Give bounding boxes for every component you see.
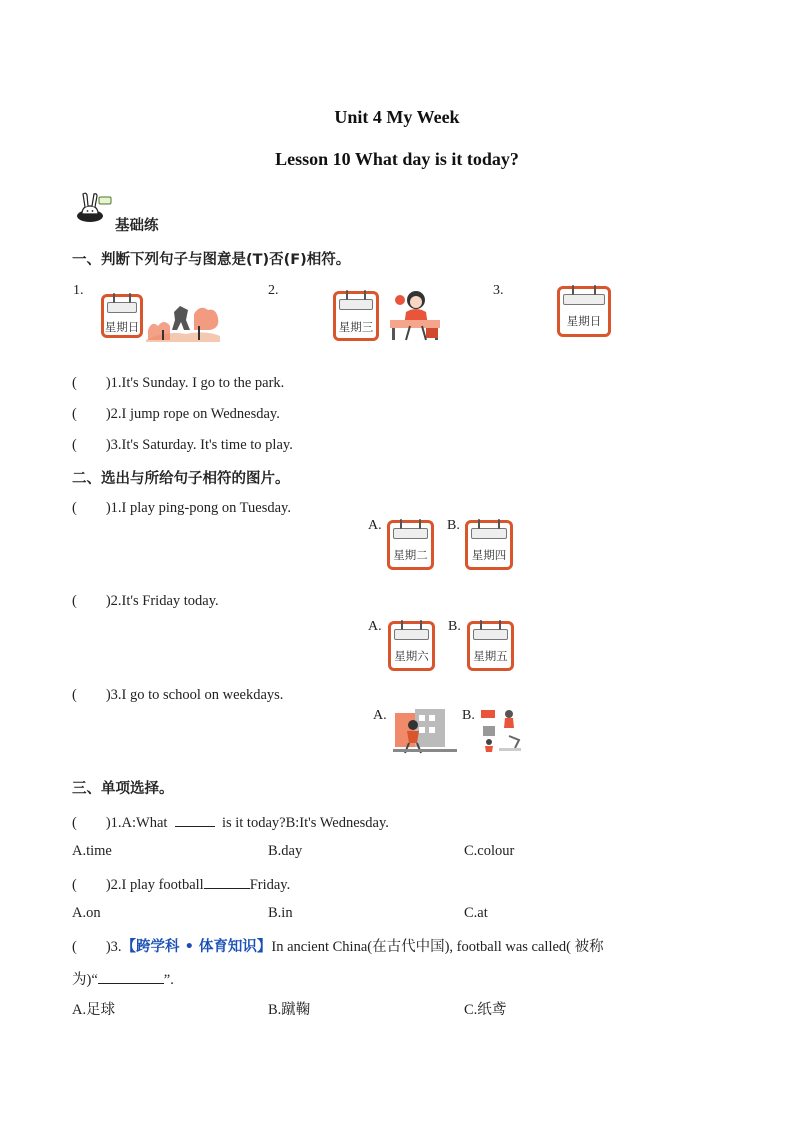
subject-tag: 【跨学科 • 体育知识】 — [121, 939, 272, 955]
option-a-label: A. — [368, 518, 382, 533]
unit-title: Unit 4 My Week — [334, 107, 460, 127]
mc-question-3-line2 — [72, 968, 174, 989]
question-text: In ancient China(在古代中国), football was called( 被称 — [271, 939, 604, 955]
option-a-calendar[interactable] — [387, 520, 434, 570]
judge-item-3 — [72, 437, 293, 454]
option-c[interactable]: C.纸鸢 — [464, 1002, 507, 1018]
answer-paren[interactable]: ( ) — [72, 375, 111, 391]
judge-item-1 — [72, 375, 284, 392]
fill-blank[interactable] — [204, 874, 250, 889]
calendar-label: 星期二 — [393, 548, 428, 562]
option-a[interactable]: A.time — [72, 843, 112, 859]
question-number: 3. — [110, 939, 122, 955]
option-c[interactable]: C.colour — [464, 843, 515, 859]
calendar-label: 星期五 — [473, 649, 508, 663]
picture-number: 2. — [268, 283, 279, 298]
lesson-title: Lesson 10 What day is it today? — [275, 149, 519, 169]
question-text: Friday. — [249, 877, 291, 893]
choose-item-3 — [72, 687, 283, 704]
question-text: ”. — [163, 972, 174, 988]
option-a[interactable]: A.足球 — [72, 1002, 116, 1018]
option-b-label: B. — [448, 619, 461, 634]
calendar-label: 星期六 — [394, 649, 429, 663]
calendar-label: 星期日 — [566, 314, 602, 328]
mc-question-3 — [72, 935, 604, 956]
answer-paren[interactable]: ( ) — [72, 406, 111, 422]
answer-paren[interactable]: ( ) — [72, 500, 111, 516]
rabbit-mascot-icon — [72, 192, 112, 226]
section3-heading: 三、单项选择。 — [72, 781, 174, 797]
question-text: 2.I play football — [110, 877, 204, 893]
calendar-label: 星期三 — [338, 320, 374, 334]
judge-item-2 — [72, 406, 280, 423]
option-b[interactable]: B.in — [268, 905, 293, 921]
answer-paren[interactable]: ( ) — [72, 815, 111, 831]
question-text: is it today?B:It's Wednesday. — [221, 815, 389, 831]
answer-paren[interactable]: ( ) — [72, 939, 111, 955]
option-b-playground-picture[interactable] — [479, 706, 525, 754]
choose-item-1 — [72, 500, 291, 517]
option-a-school-picture[interactable] — [393, 705, 457, 755]
option-c[interactable]: C.at — [464, 905, 488, 921]
choose-sentence: 2.It's Friday today. — [110, 593, 219, 609]
fill-blank[interactable] — [175, 812, 215, 827]
option-a-label: A. — [368, 619, 382, 634]
judge-sentence: 1.It's Sunday. I go to the park. — [110, 375, 285, 391]
option-b[interactable]: B.day — [268, 843, 303, 859]
answer-paren[interactable]: ( ) — [72, 437, 111, 453]
option-b[interactable]: B.蹴鞠 — [268, 1002, 311, 1018]
picture-number: 1. — [73, 283, 84, 298]
jump-rope-scene-picture — [380, 288, 446, 342]
option-a-label: A. — [373, 708, 387, 723]
park-scene-picture — [146, 300, 220, 342]
option-a-calendar[interactable] — [388, 621, 435, 671]
calendar-picture — [101, 294, 143, 338]
answer-paren[interactable]: ( ) — [72, 687, 111, 703]
calendar-picture — [557, 286, 611, 337]
choose-sentence: 1.I play ping-pong on Tuesday. — [110, 500, 291, 516]
badge-label: 基础练 — [115, 218, 159, 234]
calendar-label: 星期日 — [104, 320, 140, 334]
calendar-picture — [333, 291, 379, 341]
fill-blank[interactable] — [98, 969, 164, 984]
mc-question-1 — [72, 812, 389, 832]
judge-sentence: 2.I jump rope on Wednesday. — [110, 406, 280, 422]
option-b-calendar[interactable] — [465, 520, 513, 570]
option-a[interactable]: A.on — [72, 905, 101, 921]
option-b-label: B. — [447, 518, 460, 533]
option-b-calendar[interactable] — [467, 621, 514, 671]
answer-paren[interactable]: ( ) — [72, 877, 111, 893]
question-text: 为)“ — [72, 972, 98, 988]
section2-heading: 二、选出与所给句子相符的图片。 — [72, 471, 290, 487]
choose-sentence: 3.I go to school on weekdays. — [110, 687, 284, 703]
picture-number: 3. — [493, 283, 504, 298]
choose-item-2 — [72, 593, 219, 610]
judge-sentence: 3.It's Saturday. It's time to play. — [110, 437, 293, 453]
answer-paren[interactable]: ( ) — [72, 593, 111, 609]
question-text: 1.A:What — [110, 815, 168, 831]
section1-heading: 一、判断下列句子与图意是(T)否(F)相符。 — [72, 252, 351, 268]
option-b-label: B. — [462, 708, 475, 723]
mc-question-2 — [72, 874, 290, 894]
calendar-label: 星期四 — [471, 548, 507, 562]
